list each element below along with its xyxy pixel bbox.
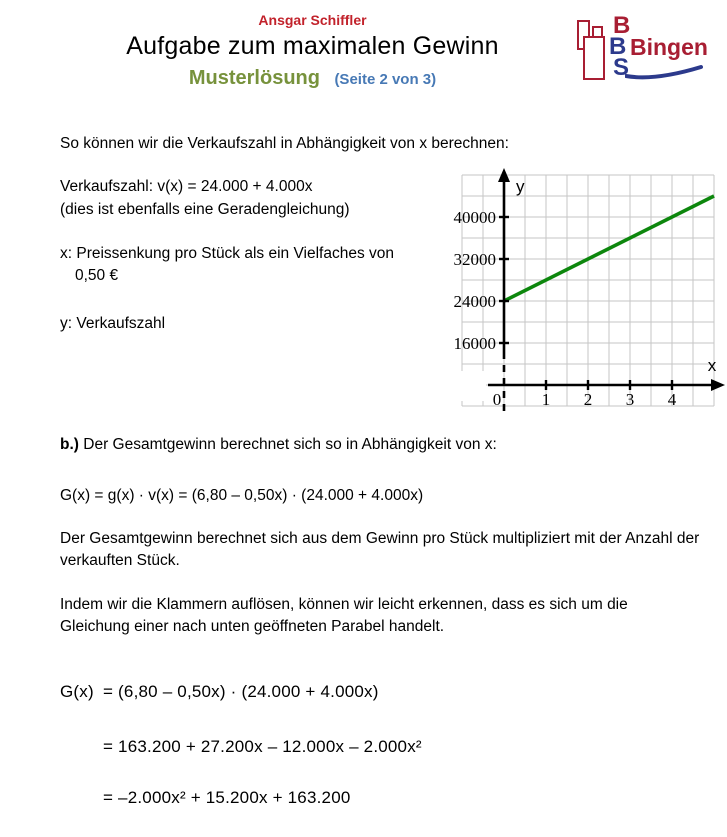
derivation-line-1: = (6,80 – 0,50x) · (24.000 + 4.000x) — [103, 682, 379, 701]
logo-letter-b-top: B — [613, 12, 631, 39]
sales-line-chart — [445, 165, 727, 415]
logo-word-bingen: Bingen — [630, 34, 708, 60]
svg-text:1: 1 — [541, 390, 551, 409]
subtitle-row — [0, 67, 625, 90]
x-definition — [60, 243, 440, 287]
explanation-paragraph-2: Indem wir die Klammern auflösen, können wir leicht erkennen, dass es sich um die Gleichung einer nach unten geöffneten Parabel handelt. — [60, 596, 628, 635]
logo-building-icon — [583, 36, 605, 80]
intro-sentence: So können wir die Verkaufszahl in Abhängigkeit von x berechnen: — [60, 135, 509, 152]
subtitle-musterloesung: Musterlösung — [188, 67, 320, 89]
sales-formula: Verkaufszahl: v(x) = 24.000 + 4.000x — [60, 178, 313, 195]
explanation-paragraph-1: Der Gesamtgewinn berechnet sich aus dem Gewinn pro Stück multipliziert mit der Anzahl der verkauften Stück. — [60, 530, 700, 569]
derivation-lhs: G(x) — [60, 682, 94, 701]
svg-text:24000: 24000 — [453, 292, 496, 311]
profit-formula: G(x) = g(x) · v(x) = (6,80 – 0,50x) · (24.000 + 4.000x) — [60, 487, 424, 504]
section-b-heading-text: Der Gesamtgewinn berechnet sich so in Abhängigkeit von x: — [83, 436, 497, 453]
header — [0, 0, 625, 89]
x-definition-line2: 0,50 € — [75, 267, 119, 284]
x-definition-line1: x: Preissenkung pro Stück als ein Vielfaches von — [60, 245, 395, 262]
bbs-bingen-logo — [567, 12, 707, 84]
page-title: Aufgabe zum maximalen Gewinn — [126, 32, 499, 60]
logo-letter-b-middle: B — [609, 33, 627, 60]
y-definition: y: Verkaufszahl — [60, 315, 166, 332]
page-number-info: (Seite 2 von 3) — [334, 71, 437, 88]
svg-text:2: 2 — [583, 390, 593, 409]
section-b-label: b.) — [60, 436, 79, 453]
svg-text:40000: 40000 — [453, 208, 496, 227]
svg-text:x: x — [707, 356, 717, 375]
svg-text:16000: 16000 — [453, 334, 496, 353]
logo-swoosh-icon — [625, 64, 703, 82]
svg-text:4: 4 — [667, 390, 677, 409]
svg-text:0: 0 — [492, 390, 502, 409]
section-b-heading — [60, 434, 497, 456]
svg-text:y: y — [516, 177, 525, 196]
author-name: Ansgar Schiffler — [258, 12, 367, 28]
derivation-line-3: = –2.000x² + 15.200x + 163.200 — [103, 788, 351, 807]
chart-canvas — [445, 165, 727, 415]
derivation-line-2: = 163.200 + 27.200x – 12.000x – 2.000x² — [103, 737, 422, 756]
svg-text:3: 3 — [625, 390, 635, 409]
svg-text:32000: 32000 — [453, 250, 496, 269]
logo-letter-s-bottom: S — [613, 54, 630, 81]
sales-formula-note: (dies ist ebenfalls eine Geradengleichung) — [60, 201, 350, 218]
